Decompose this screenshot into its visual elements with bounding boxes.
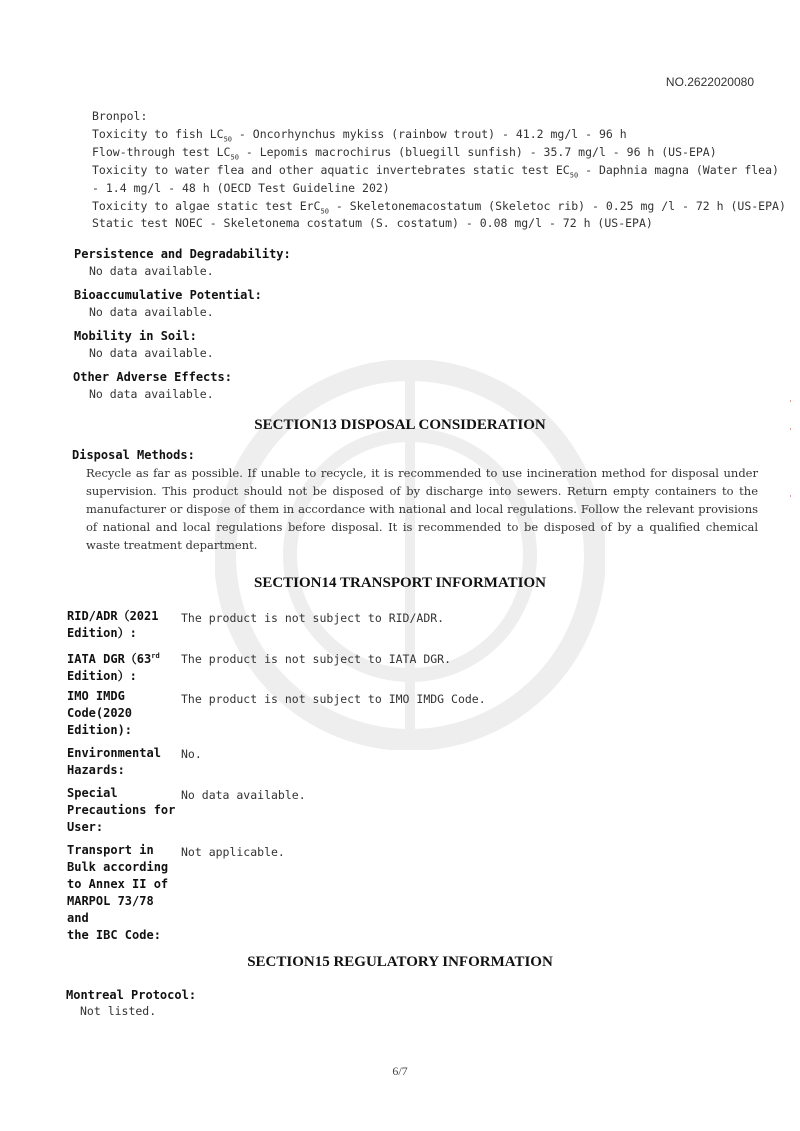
section14-heading: SECTION14 TRANSPORT INFORMATION xyxy=(253,575,547,591)
bioaccumulative-label: Bioaccumulative Potential: xyxy=(74,288,262,302)
disposal-methods-label: Disposal Methods: xyxy=(72,448,195,462)
iata-dgr-value: The product is not subject to IATA DGR. xyxy=(181,652,452,666)
other-effects-label: Other Adverse Effects: xyxy=(73,370,232,384)
section15-heading: SECTION15 REGULATORY INFORMATION xyxy=(247,954,553,970)
algae-toxicity: Toxicity to algae static test ErC$_{50}$ - Skeletonemacostatum (Skeletoc rib) - 0.25 mg /l - 72 h (US-EPA) xyxy=(92,199,786,216)
other-effects-value: No data available. xyxy=(89,387,214,401)
noec-test: Static test NOEC - Skeletonema costatum (S. costatum) - 0.08 mg/l - 72 h (US-EPA) xyxy=(92,216,653,230)
water-flea-toxicity: Toxicity to water flea and other aquatic invertebrates static test $EC_{50}$ - Daphnia magna (Water flea) xyxy=(92,163,779,180)
bronopol-title: Bronpol: xyxy=(92,109,148,123)
special-precautions-value: No data available. xyxy=(181,788,306,802)
imo-imdg-label: IMO IMDG Code(2020 Edition): xyxy=(67,689,133,737)
bioaccumulative-value: No data available. xyxy=(89,305,214,319)
montreal-protocol-label: Montreal Protocol: xyxy=(66,988,197,1002)
section13-heading: SECTION13 DISPOSAL CONSIDERATION xyxy=(254,417,546,433)
water-flea-toxicity-cont: - 1.4 mg/l - 48 h (OECD Test Guideline 202) xyxy=(92,181,390,195)
stamp-edge-mark: ˙ xyxy=(788,428,793,439)
stamp-edge-mark: ˙ xyxy=(788,495,793,506)
environmental-hazards-label: Environmental Hazards: xyxy=(67,746,161,777)
persistence-value: No data available. xyxy=(89,264,214,278)
stamp-edge-mark: ˙ xyxy=(788,400,793,411)
disposal-methods-text: Recycle as far as possible. If unable to recycle, it is recommended to use incineration method for disposal under supervision. This product should not be disposed of by discharge into sewers. Return empty containers to the manufacturer or dispose of them in accordance with national and local regulations. Follow the relevant provisions of national and local regulations before disposal. It is recommended to be disposed of by a qualified chemical waste treatment department. xyxy=(86,466,758,552)
special-precautions-label: Special Precautions for User: xyxy=(67,786,176,834)
mobility-value: No data available. xyxy=(89,346,214,360)
page-number: 6/7 xyxy=(392,1064,408,1078)
transport-bulk-label: Transport in Bulk according to Annex II of MARPOL 73/78 and the IBC Code: xyxy=(67,843,169,942)
environmental-hazards-value: No. xyxy=(181,747,202,761)
rid-adr-value: The product is not subject to RID/ADR. xyxy=(181,611,445,625)
transport-bulk-value: Not applicable. xyxy=(181,845,285,859)
montreal-protocol-value: Not listed. xyxy=(80,1004,157,1018)
rid-adr-label: RID/ADR（2021 Edition）: xyxy=(67,609,159,640)
iata-dgr-label: IATA DGR（63rd Edition）: xyxy=(67,652,160,683)
imo-imdg-value: The product is not subject to IMO IMDG Code. xyxy=(181,692,486,706)
persistence-label: Persistence and Degradability: xyxy=(74,247,291,261)
report-number: NO.2622020080 xyxy=(665,75,754,89)
fish-toxicity: Toxicity to fish $LC_{50}$ - Oncorhynchus mykiss (rainbow trout) - 41.2 mg/l - 96 h xyxy=(92,127,627,144)
flow-through-test: Flow-through test $LC_{50}$ - Lepomis macrochirus (bluegill sunfish) - 35.7 mg/l - 96 h (US-EPA) xyxy=(92,145,717,162)
mobility-label: Mobility in Soil: xyxy=(74,329,197,343)
